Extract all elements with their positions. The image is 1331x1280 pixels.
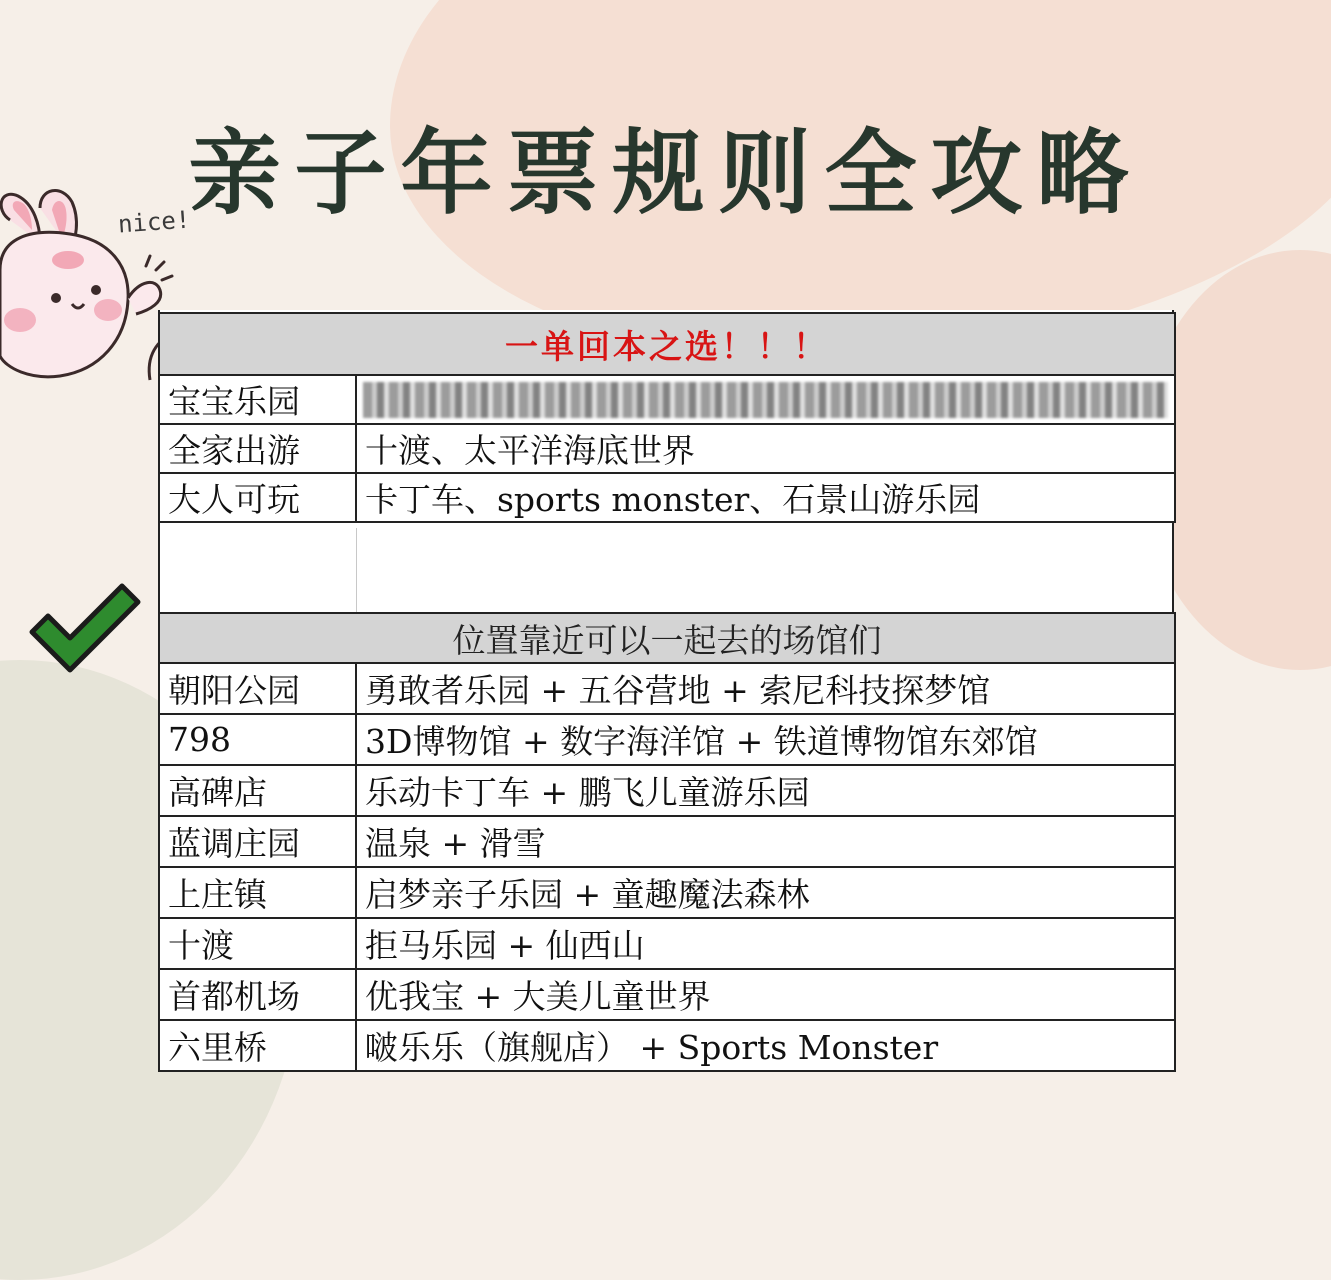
recommend-table xyxy=(158,312,1176,523)
row-label: 首都机场 xyxy=(159,969,356,1020)
redacted-text-bar xyxy=(363,382,1168,418)
row-label: 蓝调庄园 xyxy=(159,816,356,867)
row-label: 六里桥 xyxy=(159,1020,356,1071)
table-row xyxy=(159,714,1175,765)
row-value: 啵乐乐（旗舰店） + Sports Monster xyxy=(356,1020,1175,1071)
table-row xyxy=(159,918,1175,969)
nearby-venues-table xyxy=(158,612,1176,1072)
row-label: 798 xyxy=(159,714,356,765)
row-value: 拒马乐园 + 仙西山 xyxy=(356,918,1175,969)
row-label: 高碑店 xyxy=(159,765,356,816)
row-value: 卡丁车、sports monster、石景山游乐园 xyxy=(356,473,1175,522)
row-label: 大人可玩 xyxy=(159,473,356,522)
row-label: 十渡 xyxy=(159,918,356,969)
row-value: 优我宝 + 大美儿童世界 xyxy=(356,969,1175,1020)
row-label: 宝宝乐园 xyxy=(159,375,356,424)
row-value: 温泉 + 滑雪 xyxy=(356,816,1175,867)
row-value: 十渡、太平洋海底世界 xyxy=(356,424,1175,473)
table-row xyxy=(159,816,1175,867)
row-value: 3D博物馆 + 数字海洋馆 + 铁道博物馆东郊馆 xyxy=(356,714,1175,765)
sticker-nice-text: nice! xyxy=(117,205,192,239)
table-row xyxy=(159,969,1175,1020)
table-row xyxy=(159,663,1175,714)
table-row xyxy=(159,424,1175,473)
row-value: 乐动卡丁车 + 鹏飞儿童游乐园 xyxy=(356,765,1175,816)
page-title: 亲子年票规则全攻略 xyxy=(188,120,1143,227)
row-value: 启梦亲子乐园 + 童趣魔法森林 xyxy=(356,867,1175,918)
row-value: 勇敢者乐园 + 五谷营地 + 索尼科技探梦馆 xyxy=(356,663,1175,714)
table-row xyxy=(159,765,1175,816)
table-row xyxy=(159,867,1175,918)
nearby-venues-table-header: 位置靠近可以一起去的场馆们 xyxy=(159,613,1175,663)
table-row xyxy=(159,473,1175,522)
row-label: 朝阳公园 xyxy=(159,663,356,714)
gridline xyxy=(356,528,357,612)
table-row xyxy=(159,1020,1175,1071)
table-row xyxy=(159,375,1175,424)
row-label: 上庄镇 xyxy=(159,867,356,918)
checkmark-icon xyxy=(26,580,144,676)
row-label: 全家出游 xyxy=(159,424,356,473)
recommend-table-header: 一单回本之选！！！ xyxy=(159,313,1175,375)
blurred-value-cell xyxy=(356,375,1175,424)
